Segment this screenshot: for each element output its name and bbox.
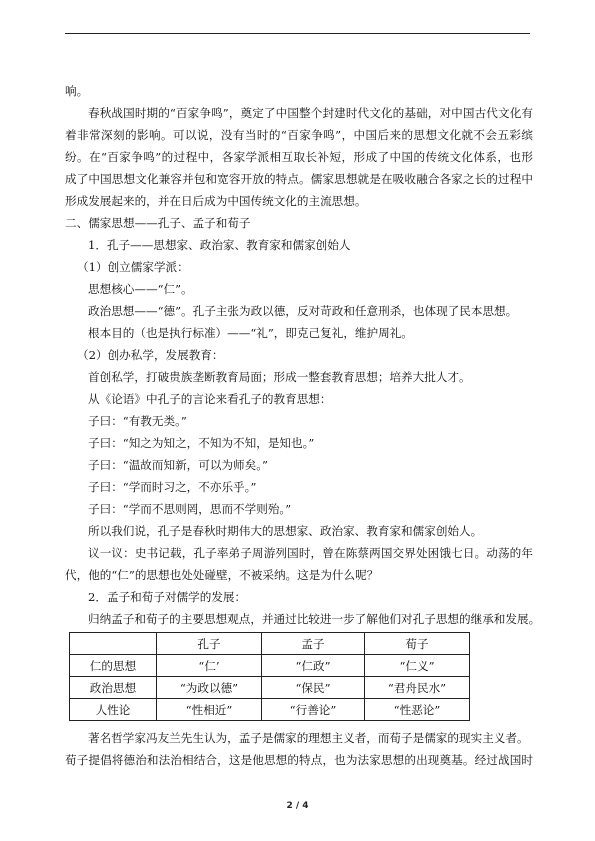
table-cell: 政治思想 [70, 677, 157, 699]
text-line: 春秋战国时期的“百家争鸣”，奠定了中国整个封建时代文化的基础，对中国古代文化有 [88, 106, 533, 120]
text-line: 议一议：史书记载，孔子率弟子周游列国时，曾在陈蔡两国交界处困饿七日。动荡的年 [88, 546, 533, 560]
table-cell: “性相近” [157, 699, 262, 721]
table-cell: “仁政” [262, 655, 365, 677]
table-header-cell: 孔子 [157, 633, 262, 655]
text-line: 形成发展起来的，并在日后成为中国传统文化的主流思想。 [65, 194, 367, 208]
table-cell: “仁’ [157, 655, 262, 677]
quote-line: 子曰：“有教无类。” [88, 414, 187, 428]
text-line: 归纳孟子和荀子的主要思想观点，并通过比较进一步了解他们对孔子思想的继承和发展。 [88, 612, 541, 626]
comparison-table [69, 632, 470, 721]
text-line: 从《论语》中孔子的言论来看孔子的教育思想： [88, 392, 332, 406]
table-row [70, 677, 470, 699]
table-header-cell: 荀子 [365, 633, 470, 655]
subsection-heading: 1．孔子——思想家、政治家、教育家和儒家创始人 [88, 238, 351, 252]
table-cell: “君舟民水” [365, 677, 470, 699]
page-number: 2 / 4 [286, 801, 309, 811]
quote-line: 子曰：“学而不思则罔，思而不学则殆。” [88, 502, 292, 516]
text-line: 响。 [65, 84, 89, 98]
table-cell: “为政以德” [157, 677, 262, 699]
quote-line: 子曰：“温故而知新，可以为师矣。” [88, 458, 268, 472]
text-line: 代，他的“仁”的思想也处处碰壁，不被采纳。这是为什么呢？ [65, 568, 379, 582]
table-header-cell: 孟子 [262, 633, 365, 655]
table-cell: “保民” [262, 677, 365, 699]
text-line: 成了中国思想文化兼容并包和宽容开放的特点。儒家思想就是在吸收融合各家之长的过程中 [65, 172, 533, 186]
text-line: 著名哲学家冯友兰先生认为，孟子是儒家的理想主义者，而荀子是儒家的现实主义者。 [88, 731, 529, 745]
quote-line: 子曰：“知之为知之，不知为不知，是知也。” [88, 436, 315, 450]
table-header-cell [70, 633, 157, 655]
text-line: 政治思想——“德”。孔子主张为政以德，反对苛政和任意刑杀，也体现了民本思想。 [88, 304, 518, 318]
text-line: （2）创办私学，发展教育： [77, 348, 224, 362]
subsection-heading: 2．孟子和荀子对儒学的发展： [88, 590, 247, 604]
section-heading: 二、儒家思想——孔子、孟子和荀子 [65, 216, 251, 230]
document-body [65, 80, 541, 771]
table-cell: 人性论 [70, 699, 157, 721]
text-line: 纷。在“百家争鸣”的过程中，各家学派相互取长补短，形成了中国的传统文化体系，也形 [65, 150, 533, 164]
text-line: 所以我们说，孔子是春秋时期伟大的思想家、政治家、教育家和儒家创始人。 [88, 524, 483, 538]
text-line: 思想核心——“仁”。 [88, 282, 193, 296]
header-rule [65, 33, 530, 34]
table-row [70, 655, 470, 677]
table-cell: “性恶论” [365, 699, 470, 721]
text-line: 根本目的（也是执行标准）——“礼”，即克己复礼，维护周礼。 [88, 326, 413, 340]
table-cell: “行善论” [262, 699, 365, 721]
text-line: 荀子提倡将德治和法治相结合，这是他思想的特点，也为法家思想的出现奠基。经过战国时 [65, 753, 533, 767]
text-line: 首创私学，打破贵族垄断教育局面；形成一整套教育思想；培养大批人才。 [88, 370, 471, 384]
text-line: （1）创立儒家学派： [77, 260, 189, 274]
text-line: 着非常深刻的影响。可以说，没有当时的“百家争鸣”，中国后来的思想文化就不会五彩缤 [65, 128, 533, 142]
table-cell: “仁义” [365, 655, 470, 677]
quote-line: 子曰：“学而时习之，不亦乐乎。” [88, 480, 257, 494]
table-cell: 仁的思想 [70, 655, 157, 677]
table-header-row [70, 633, 470, 655]
table-row [70, 699, 470, 721]
